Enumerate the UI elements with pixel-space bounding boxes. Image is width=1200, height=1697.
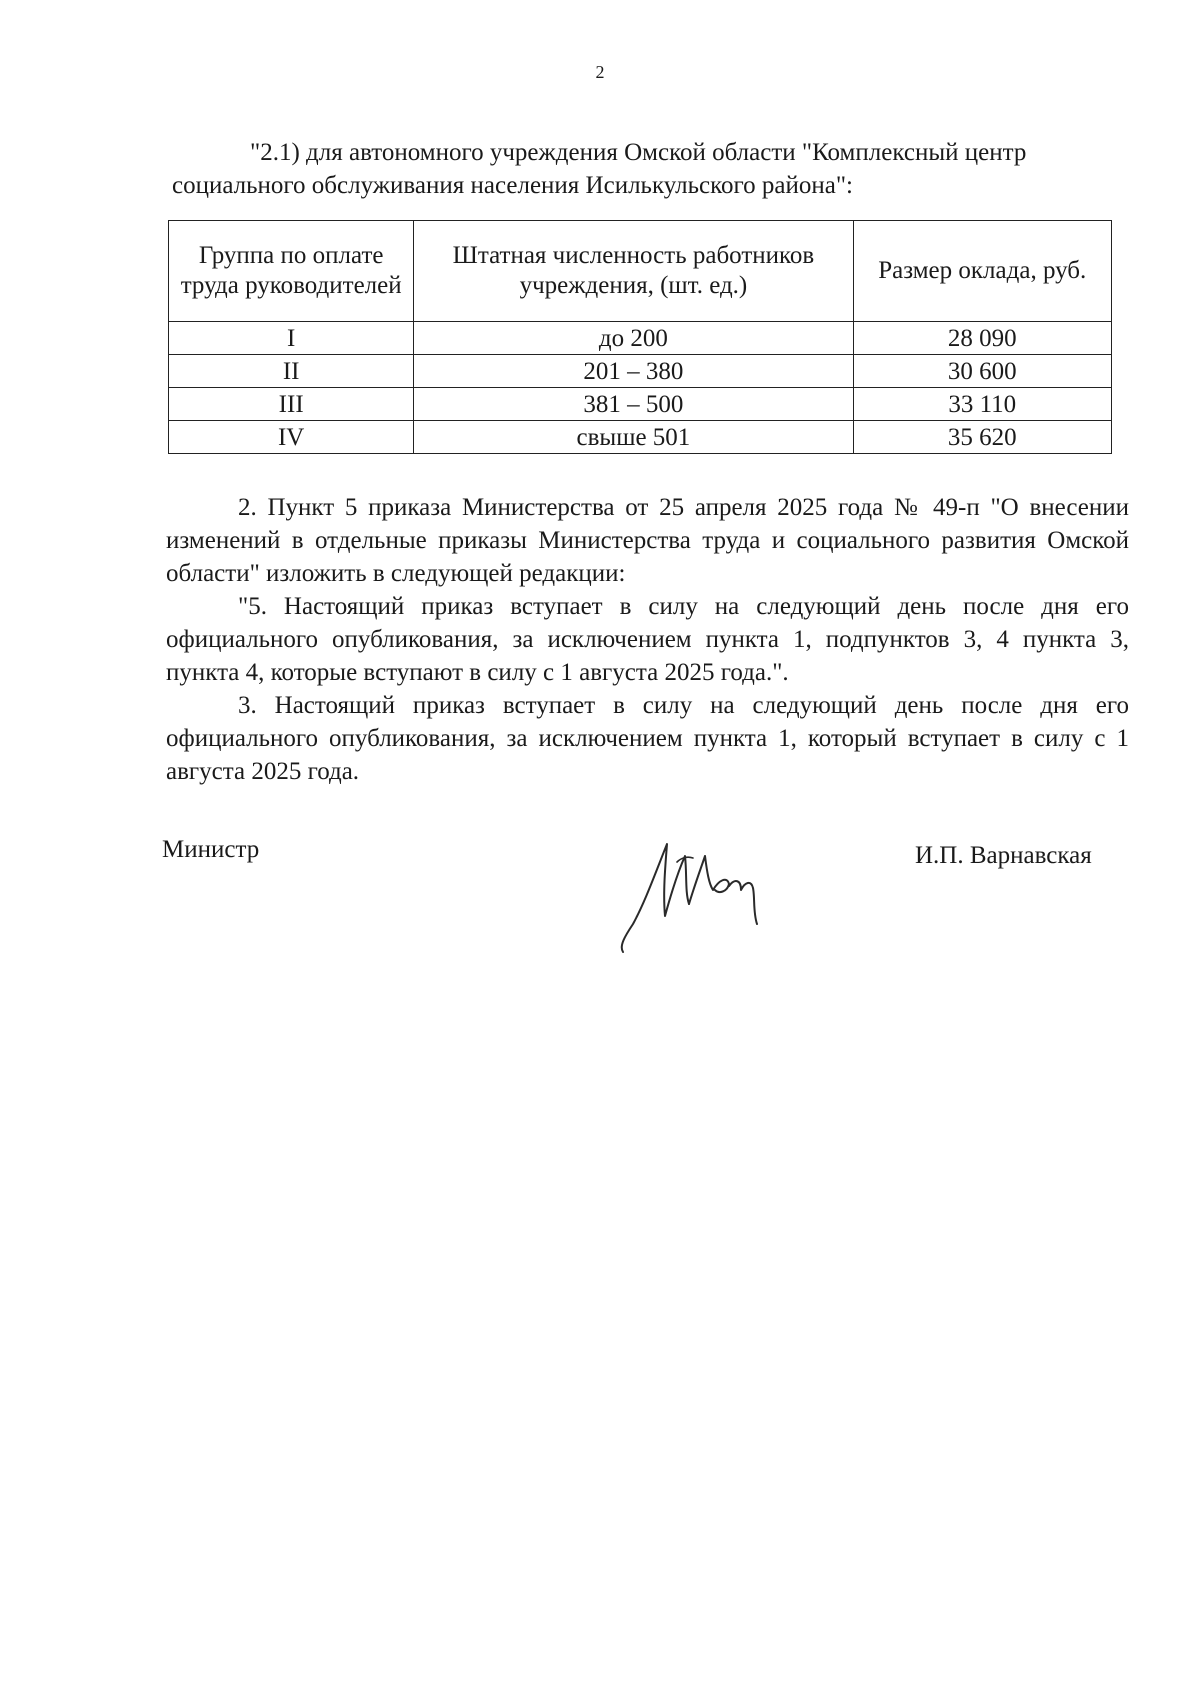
header-salary: Размер оклада, руб. bbox=[853, 221, 1112, 322]
signature-block bbox=[0, 836, 1200, 996]
cell-group: II bbox=[169, 355, 414, 388]
table-header-row bbox=[169, 221, 1112, 322]
cell-staff-count: 201 – 380 bbox=[414, 355, 853, 388]
salary-table bbox=[168, 220, 1112, 454]
table-row bbox=[169, 421, 1112, 454]
page-number: 2 bbox=[595, 62, 605, 82]
cell-salary: 35 620 bbox=[853, 421, 1112, 454]
paragraph-item-3: 3. Настоящий приказ вступает в силу на следующий день после дня его официального опубликования, за исключением пункта 1, который вступает в силу с 1 августа 2025 года. bbox=[166, 692, 1129, 785]
body-text bbox=[166, 491, 1129, 788]
table-row bbox=[169, 388, 1112, 421]
cell-salary: 30 600 bbox=[853, 355, 1112, 388]
cell-staff-count: свыше 501 bbox=[414, 421, 853, 454]
signer-title: Министр bbox=[162, 836, 260, 863]
paragraph-item-2: 2. Пункт 5 приказа Министерства от 25 апреля 2025 года № 49-п "О внесении изменений в отдельные приказы Министерства труда и социального развития Омской области" изложить в следующей редакции: bbox=[166, 494, 1129, 587]
intro-text bbox=[172, 136, 1140, 202]
cell-group: IV bbox=[169, 421, 414, 454]
cell-staff-count: до 200 bbox=[414, 322, 853, 355]
cell-group: I bbox=[169, 322, 414, 355]
cell-salary: 33 110 bbox=[853, 388, 1112, 421]
table-row bbox=[169, 322, 1112, 355]
cell-group: III bbox=[169, 388, 414, 421]
table-row bbox=[169, 355, 1112, 388]
cell-staff-count: 381 – 500 bbox=[414, 388, 853, 421]
header-staff-count: Штатная численность работников учреждения, (шт. ед.) bbox=[414, 221, 853, 322]
header-group: Группа по оплате труда руководителей bbox=[169, 221, 414, 322]
cell-salary: 28 090 bbox=[853, 322, 1112, 355]
intro-line-1: "2.1) для автономного учреждения Омской области "Комплексный центр bbox=[250, 139, 1027, 166]
signer-name: И.П. Варнавская bbox=[915, 842, 1092, 869]
intro-line-2: социального обслуживания населения Исилькульского района": bbox=[172, 172, 853, 199]
handwritten-signature bbox=[615, 824, 795, 964]
paragraph-quote-5: "5. Настоящий приказ вступает в силу на следующий день после дня его официального опубликования, за исключением пункта 1, подпунктов 3, 4 пункта 3, пункта 4, которые вступают в силу с 1 августа 2025 года.". bbox=[166, 593, 1129, 686]
